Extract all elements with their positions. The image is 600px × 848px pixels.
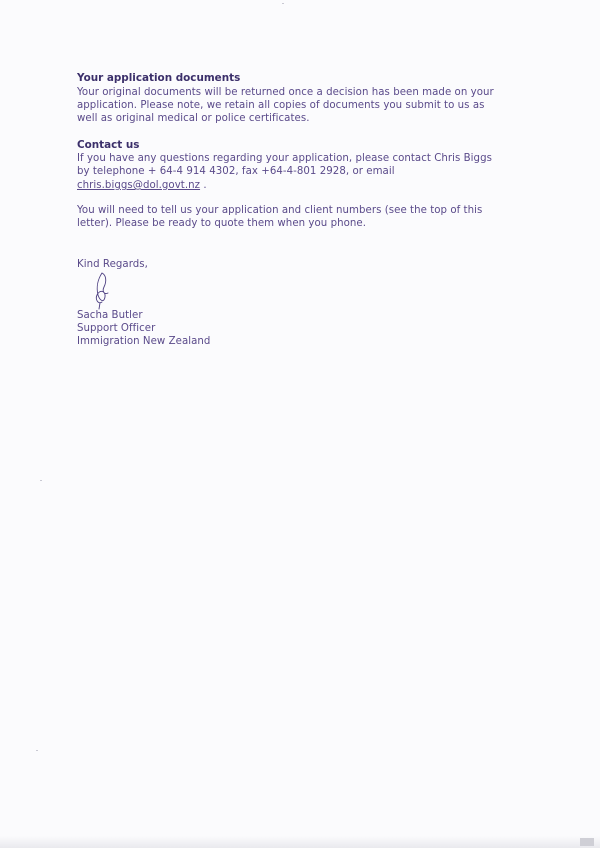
- email-link[interactable]: chris.biggs@dol.govt.nz: [77, 180, 201, 191]
- salutation: Kind Regards,: [77, 259, 148, 270]
- scan-bottom-edge: [0, 836, 600, 848]
- scan-speck: [40, 480, 42, 481]
- email-suffix: .: [200, 180, 207, 191]
- contact-heading: Contact us: [77, 139, 140, 151]
- documents-heading: Your application documents: [77, 72, 241, 84]
- documents-line-1: Your original documents will be returned once a decision has been made on your: [77, 87, 494, 98]
- signature-image: [88, 271, 122, 311]
- sender-organisation: Immigration New Zealand: [77, 336, 211, 347]
- scan-speck: [36, 750, 38, 751]
- sender-title: Support Officer: [77, 323, 156, 334]
- documents-line-2: application. Please note, we retain all copies of documents you submit to us as: [77, 100, 485, 111]
- numbers-note-line-2: letter). Please be ready to quote them when you phone.: [77, 218, 367, 229]
- contact-line-1: If you have any questions regarding your application, please contact Chris Biggs: [77, 153, 492, 164]
- scan-speck: [282, 3, 284, 4]
- numbers-note-line-1: You will need to tell us your application and client numbers (see the top of this: [77, 205, 483, 216]
- contact-line-2: by telephone + 64-4 914 4302, fax +64-4-801 2928, or email: [77, 166, 395, 177]
- scan-corner-mark: [580, 838, 594, 846]
- contact-email-line: [77, 180, 207, 192]
- documents-line-3: well as original medical or police certificates.: [77, 113, 310, 124]
- sender-name: Sacha Butler: [77, 310, 143, 321]
